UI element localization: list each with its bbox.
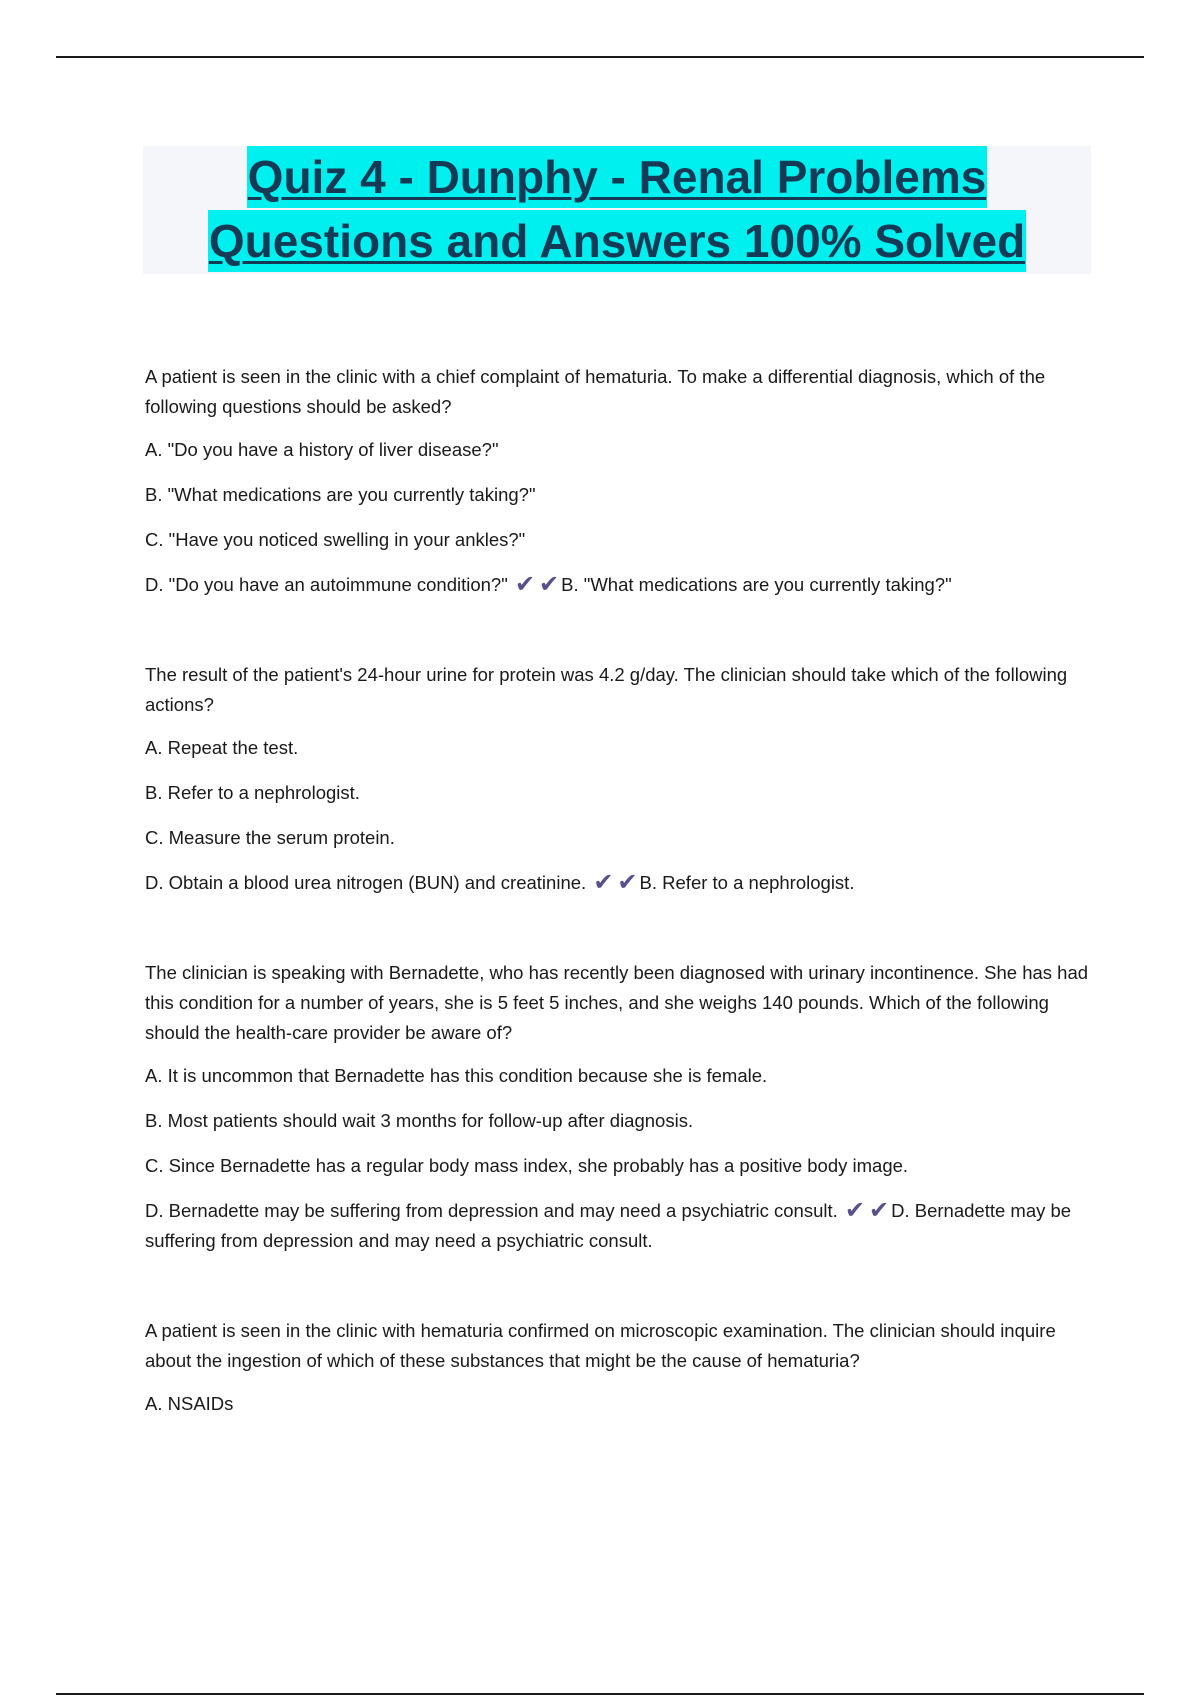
check-mark-icon: ✔	[869, 1197, 890, 1224]
check-mark-icon: ✔	[617, 869, 638, 896]
question-text: A patient is seen in the clinic with a chief complaint of hematuria. To make a differential diagnosis, which of the following questions should be asked?	[145, 366, 1046, 417]
question-text: A patient is seen in the clinic with hematuria confirmed on microscopic examination. The clinician should inquire about the ingestion of which of these substances that might be the cause of hematuria?	[145, 1320, 1056, 1371]
question-block-4	[145, 1316, 1090, 1419]
option-b: B. Most patients should wait 3 months for follow-up after diagnosis.	[145, 1110, 694, 1131]
quiz-content	[145, 362, 1090, 1479]
question-text: The clinician is speaking with Bernadette, who has recently been diagnosed with urinary incontinence. She has had this condition for a number of years, she is 5 feet 5 inches, and she weighs 140 pounds. Which of the following should the health-care provider be aware of?	[145, 962, 1089, 1043]
check-mark-icon: ✔	[514, 571, 536, 598]
footer-rule	[56, 1693, 1144, 1695]
option-a: A. NSAIDs	[145, 1393, 234, 1414]
title-box	[143, 146, 1091, 274]
option-d: D. Obtain a blood urea nitrogen (BUN) and creatinine.	[145, 872, 587, 893]
question-block-1	[145, 362, 1090, 600]
check-mark-icon: ✔	[593, 869, 614, 896]
answer-text: B. "What medications are you currently taking?"	[561, 574, 952, 595]
option-a: A. Repeat the test.	[145, 737, 299, 758]
option-a: A. "Do you have a history of liver disease?"	[145, 439, 499, 460]
header-rule	[56, 56, 1144, 58]
option-d: D. Bernadette may be suffering from depression and may need a psychiatric consult.	[145, 1200, 838, 1221]
option-c: C. Since Bernadette has a regular body mass index, she probably has a positive body image.	[145, 1155, 909, 1176]
option-d-with-answer	[145, 1196, 1090, 1256]
question-block-3	[145, 958, 1090, 1256]
check-mark-icon: ✔	[539, 571, 560, 598]
answer-text: D. Bernadette may be suffering from depression and may need a psychiatric consult.	[145, 1200, 1072, 1251]
option-b: B. Refer to a nephrologist.	[145, 782, 360, 803]
option-c: C. Measure the serum protein.	[145, 827, 395, 848]
option-b: B. "What medications are you currently taking?"	[145, 484, 536, 505]
option-d: D. "Do you have an autoimmune condition?"	[145, 574, 508, 595]
option-a: A. It is uncommon that Bernadette has this condition because she is female.	[145, 1065, 768, 1086]
option-d-with-answer	[145, 868, 1090, 898]
question-text: The result of the patient's 24-hour urine for protein was 4.2 g/day. The clinician should take which of the following actions?	[145, 664, 1068, 715]
answer-text: B. Refer to a nephrologist.	[639, 872, 855, 893]
check-mark-icon: ✔	[844, 1197, 865, 1224]
document-title-line-1: Quiz 4 - Dunphy - Renal Problems	[247, 146, 988, 208]
document-title-line-2: Questions and Answers 100% Solved	[208, 210, 1026, 272]
option-d-with-answer	[145, 570, 1090, 600]
question-block-2	[145, 660, 1090, 898]
option-c: C. "Have you noticed swelling in your ankles?"	[145, 529, 526, 550]
